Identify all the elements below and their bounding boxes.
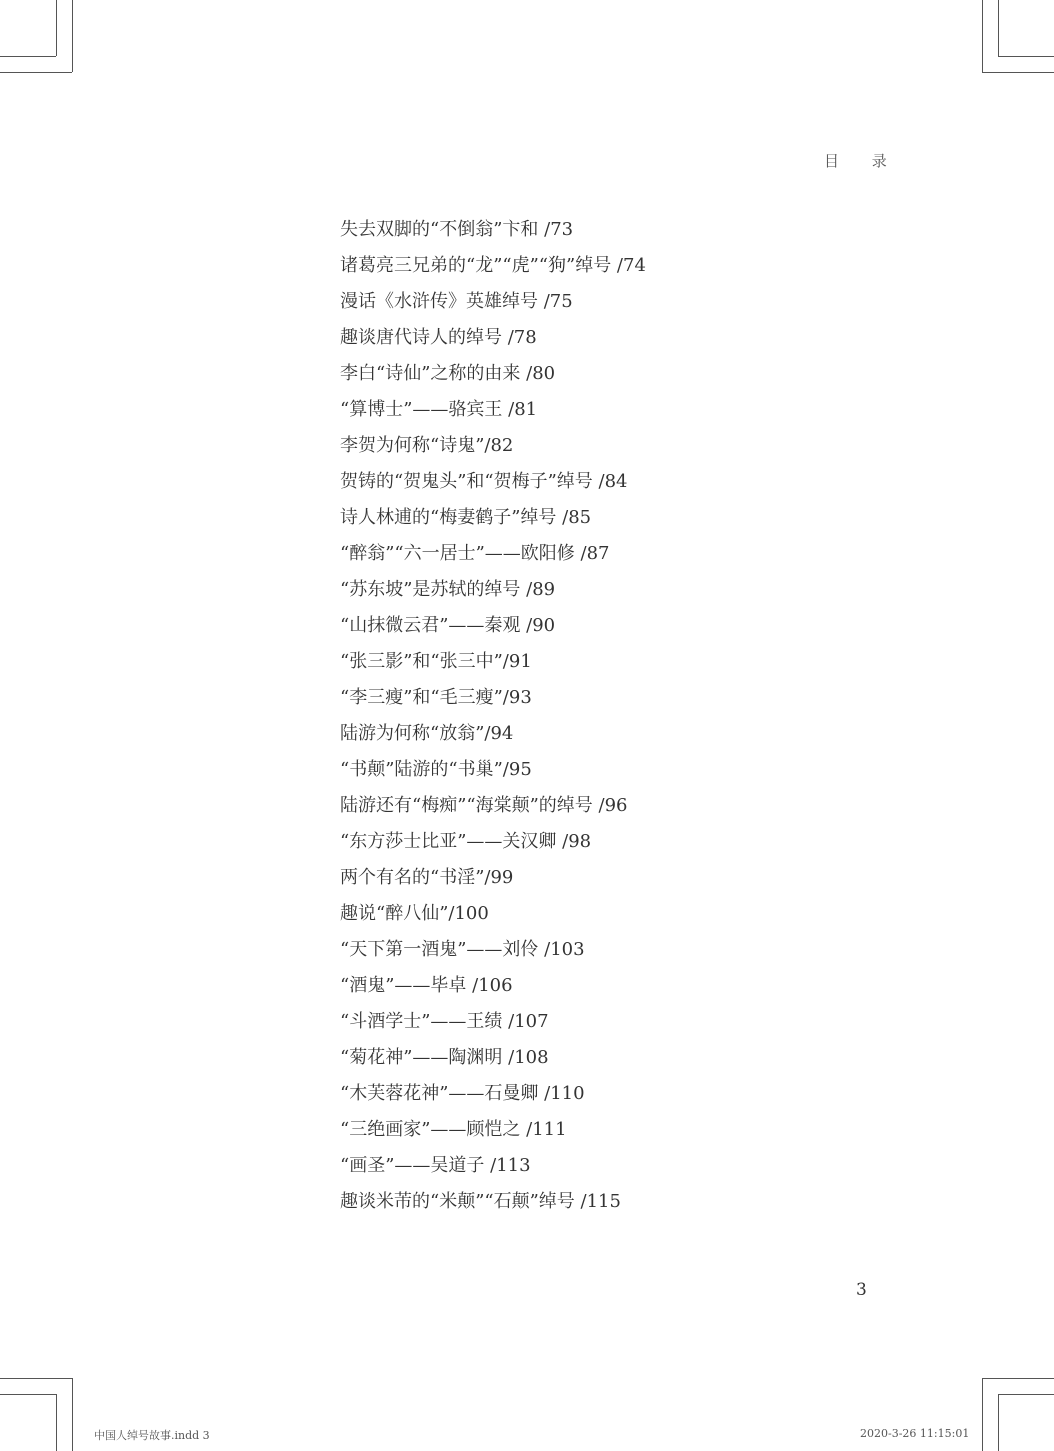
toc-entry[interactable]: “醉翁”“六一居士”——欧阳修 /87	[340, 543, 610, 564]
toc-entry[interactable]: “书颠”陆游的“书巢”/95	[340, 759, 532, 780]
toc-entry[interactable]: 贺铸的“贺鬼头”和“贺梅子”绰号 /84	[340, 471, 628, 492]
toc-entry[interactable]: 诗人林逋的“梅妻鹤子”绰号 /85	[340, 507, 592, 528]
toc-entry[interactable]: “斗酒学士”——王绩 /107	[340, 1011, 549, 1032]
crop-mark-bottom-right-h2	[998, 1394, 1054, 1395]
toc-entry[interactable]: 李白“诗仙”之称的由来 /80	[340, 363, 556, 384]
toc-entry[interactable]: “李三瘦”和“毛三瘦”/93	[340, 687, 532, 708]
crop-mark-top-left-h2	[0, 56, 56, 57]
crop-mark-bottom-right-v	[982, 1378, 983, 1451]
toc-entry[interactable]: 趣谈唐代诗人的绰号 /78	[340, 327, 537, 348]
toc-entry[interactable]: “天下第一酒鬼”——刘伶 /103	[340, 939, 585, 960]
toc-entry[interactable]: “木芙蓉花神”——石曼卿 /110	[340, 1083, 585, 1104]
slug-timestamp: 2020-3-26 11:15:01	[860, 1427, 970, 1440]
running-head: 目 录	[824, 152, 901, 170]
table-of-contents	[340, 212, 646, 1220]
page-number: 3	[856, 1280, 867, 1300]
toc-entry[interactable]: 失去双脚的“不倒翁”卞和 /73	[340, 219, 574, 240]
crop-mark-top-right-v	[982, 0, 983, 72]
toc-entry[interactable]: 两个有名的“书淫”/99	[340, 867, 514, 888]
crop-mark-top-left-v	[72, 0, 73, 72]
crop-mark-top-right-v2	[998, 0, 999, 56]
crop-mark-bottom-left-v	[72, 1378, 73, 1451]
toc-entry[interactable]: “算博士”——骆宾王 /81	[340, 399, 538, 420]
toc-entry[interactable]: “东方莎士比亚”——关汉卿 /98	[340, 831, 592, 852]
crop-mark-bottom-right-v2	[998, 1394, 999, 1451]
toc-entry[interactable]: 李贺为何称“诗鬼”/82	[340, 435, 514, 456]
toc-entry[interactable]: “苏东坡”是苏轼的绰号 /89	[340, 579, 556, 600]
toc-entry[interactable]: 诸葛亮三兄弟的“龙”“虎”“狗”绰号 /74	[340, 255, 646, 276]
toc-entry[interactable]: 趣谈米芾的“米颠”“石颠”绰号 /115	[340, 1191, 621, 1212]
toc-entry[interactable]: 漫话《水浒传》英雄绰号 /75	[340, 291, 573, 312]
toc-entry[interactable]: 趣说“醉八仙”/100	[340, 903, 489, 924]
crop-mark-top-right-h2	[998, 56, 1054, 57]
crop-mark-top-left-h	[0, 72, 72, 73]
toc-entry[interactable]: “酒鬼”——毕卓 /106	[340, 975, 513, 996]
toc-entry[interactable]: “三绝画家”——顾恺之 /111	[340, 1119, 567, 1140]
crop-mark-top-left-v2	[56, 0, 57, 56]
toc-entry[interactable]: 陆游为何称“放翁”/94	[340, 723, 514, 744]
crop-mark-bottom-right-h	[982, 1378, 1054, 1379]
toc-entry[interactable]: “画圣”——吴道子 /113	[340, 1155, 531, 1176]
crop-mark-bottom-left-h	[0, 1378, 72, 1379]
slug-filename: 中国人绰号故事.indd 3	[94, 1429, 210, 1442]
toc-entry[interactable]: 陆游还有“梅痴”“海棠颠”的绰号 /96	[340, 795, 628, 816]
toc-entry[interactable]: “张三影”和“张三中”/91	[340, 651, 532, 672]
toc-entry[interactable]: “山抹微云君”——秦观 /90	[340, 615, 556, 636]
crop-mark-bottom-left-v2	[56, 1394, 57, 1451]
crop-mark-top-right-h	[982, 72, 1054, 73]
toc-entry[interactable]: “菊花神”——陶渊明 /108	[340, 1047, 549, 1068]
crop-mark-bottom-left-h2	[0, 1394, 56, 1395]
